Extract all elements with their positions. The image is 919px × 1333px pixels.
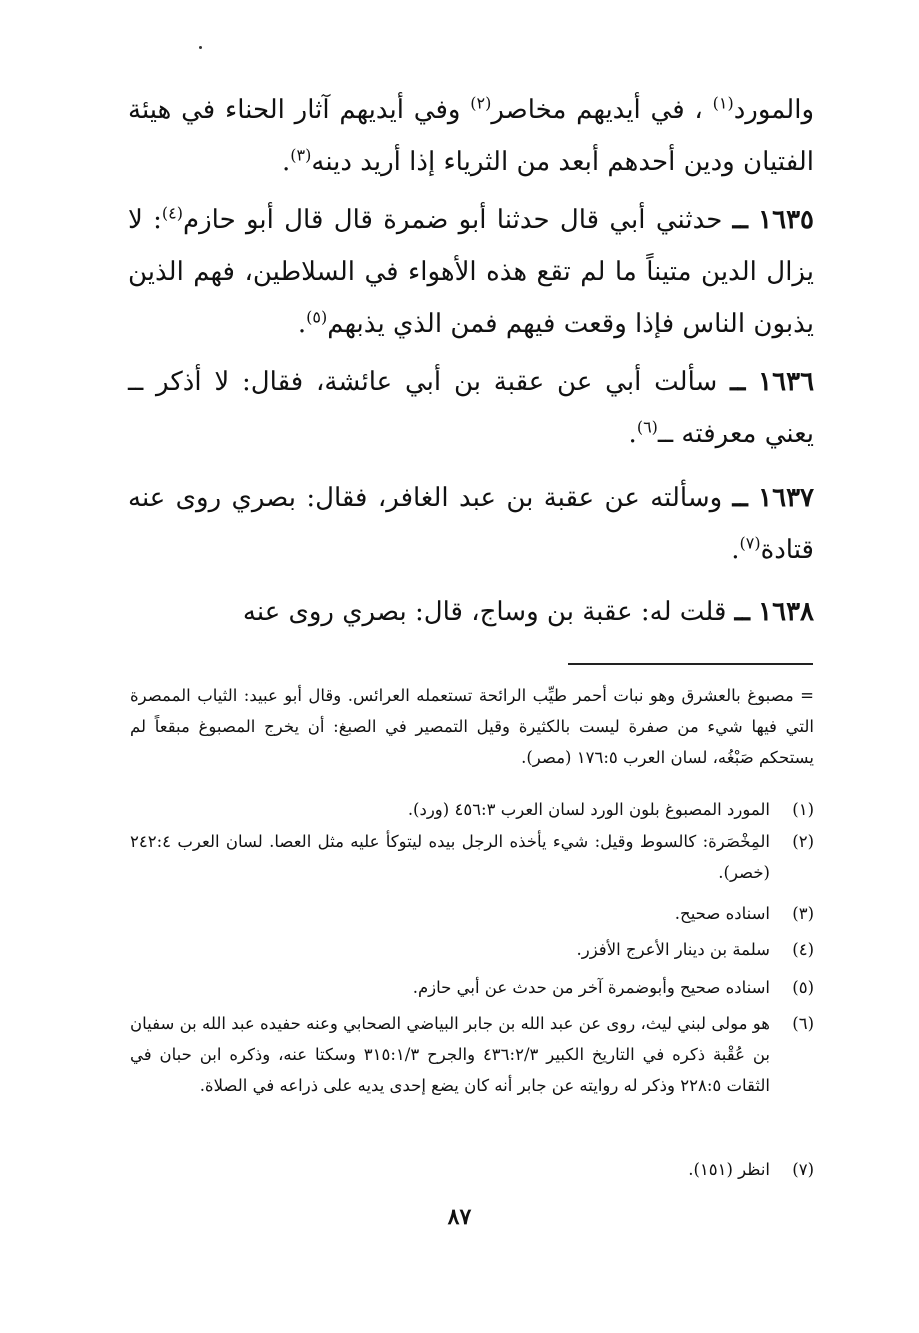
hadith-text-continued: : لا يزال الدين متيناً ما لم تقع هذه الأهواء في السلاطين، فهم الذين يذبون الناس فإذا وقعت فيهم فمن الذي يذبهم (128, 205, 814, 339)
footnote-text: انظر (١٥١). (688, 1160, 770, 1179)
footnote-number: (٧) (792, 1160, 814, 1179)
footnote-number: (١) (792, 800, 814, 819)
footnote-6 (130, 1008, 814, 1101)
footnote-ref[interactable]: (٥) (306, 307, 328, 327)
footnote-number: (٥) (792, 978, 814, 997)
footnote-ref[interactable]: (١) (712, 93, 734, 113)
hadith-text: قلت له: عقبة بن وساج، قال: بصري روى عنه (242, 597, 727, 627)
dash: ــ (732, 483, 748, 513)
hadith-end: . (628, 419, 637, 449)
footnote-ref[interactable]: (٣) (290, 145, 312, 165)
footnote-number: (٤) (792, 940, 814, 959)
footnote-ref[interactable]: (٧) (739, 533, 761, 553)
footnote-continuation (130, 680, 814, 773)
footnote-number: (٢) (792, 832, 814, 851)
hadith-1635 (128, 194, 814, 350)
intro-text-b: وفي أيديهم آثار الحناء في هيئة الفتيان ودين أحدهم أبعد من الثرياء إذا أريد دينه (128, 95, 814, 177)
dash: ــ (730, 367, 746, 397)
hadith-end: . (731, 535, 740, 565)
footnote-text: المِخْصَرة: كالسوط وقيل: شيء يأخذه الرجل بيده ليتوكأ عليه مثل العصا. لسان العرب ٢٤٢:٤ (خصر). (130, 832, 770, 882)
footnote-3 (130, 898, 814, 929)
footnote-5 (130, 972, 814, 1003)
footnote-text: سلمة بن دينار الأعرج الأفزر. (576, 940, 770, 959)
footnote-text: = مصبوغ بالعشرق وهو نبات أحمر طيِّب الرائحة تستعمله العرائس. وقال أبو عبيد: الثياب الممصرة التي فيها شيء من صفرة ليست بالكثيرة وقيل التمصير في الصبغ: أن يخرج المصبوغ مبقعاً لم يستحكم صَبْغُه، لسان العرب ١٧٦:٥ (مصر). (130, 686, 814, 767)
hadith-number: ١٦٣٥ (758, 205, 815, 235)
footnote-4 (130, 934, 814, 965)
footnote-ref[interactable]: (٢) (470, 93, 492, 113)
intro-paragraph (128, 84, 814, 188)
dash: ــ (732, 205, 748, 235)
footnote-text: اسناده صحيح وأبوضمرة آخر من حدث عن أبي حازم. (412, 978, 770, 997)
hadith-text: حدثني أبي قال حدثنا أبو ضمرة قال قال أبو حازم (183, 205, 723, 235)
hadith-1636 (128, 356, 814, 460)
footnote-ref[interactable]: (٤) (161, 203, 183, 223)
hadith-number: ١٦٣٦ (758, 367, 815, 397)
footnote-ref[interactable]: (٦) (636, 417, 658, 437)
scan-speck (199, 46, 202, 49)
footnote-2 (130, 826, 814, 888)
hadith-end: . (297, 309, 307, 339)
hadith-1638 (128, 586, 814, 638)
footnote-text: اسناده صحيح. (674, 904, 770, 923)
footnote-divider (568, 663, 813, 665)
footnote-number: (٦) (792, 1014, 814, 1033)
dash: ــ (734, 597, 750, 627)
hadith-text: وسألته عن عقبة بن عبد الغافر، فقال: بصري روى عنه قتادة (128, 483, 814, 565)
hadith-number: ١٦٣٨ (758, 597, 814, 627)
intro-word: والمورد (733, 95, 815, 125)
footnote-7 (130, 1154, 814, 1185)
hadith-1637 (128, 472, 814, 576)
intro-end: . (282, 147, 291, 177)
footnote-number: (٣) (792, 904, 814, 923)
page-number: ٨٧ (447, 1204, 472, 1230)
footnote-text: المورد المصبوغ بلون الورد لسان العرب ٤٥٦:٣ (ورد). (407, 800, 770, 819)
hadith-text: سألت أبي عن عقبة بن أبي عائشة، فقال: لا أذكر ــ يعني معرفته ــ (128, 367, 814, 449)
footnote-text: هو مولى لبني ليث، روى عن عبد الله بن جابر البياضي الصحابي وعنه حفيده عبد الله بن سفيان بن عُقْبة ذكره في التاريخ الكبير ٤٣٦:٢/٣ والجرح ٣١٥:١/٣ وسكتا عنه، وذكره ابن حبان في الثقات ٢٢٨:٥ وذكر له روايته عن جابر أنه كان يضع إحدى يديه على ذراعه في الصلاة. (130, 1014, 770, 1095)
hadith-number: ١٦٣٧ (758, 483, 815, 513)
intro-text-a: ، في أيديهم مخاصر (491, 95, 703, 125)
footnote-1 (130, 794, 814, 825)
